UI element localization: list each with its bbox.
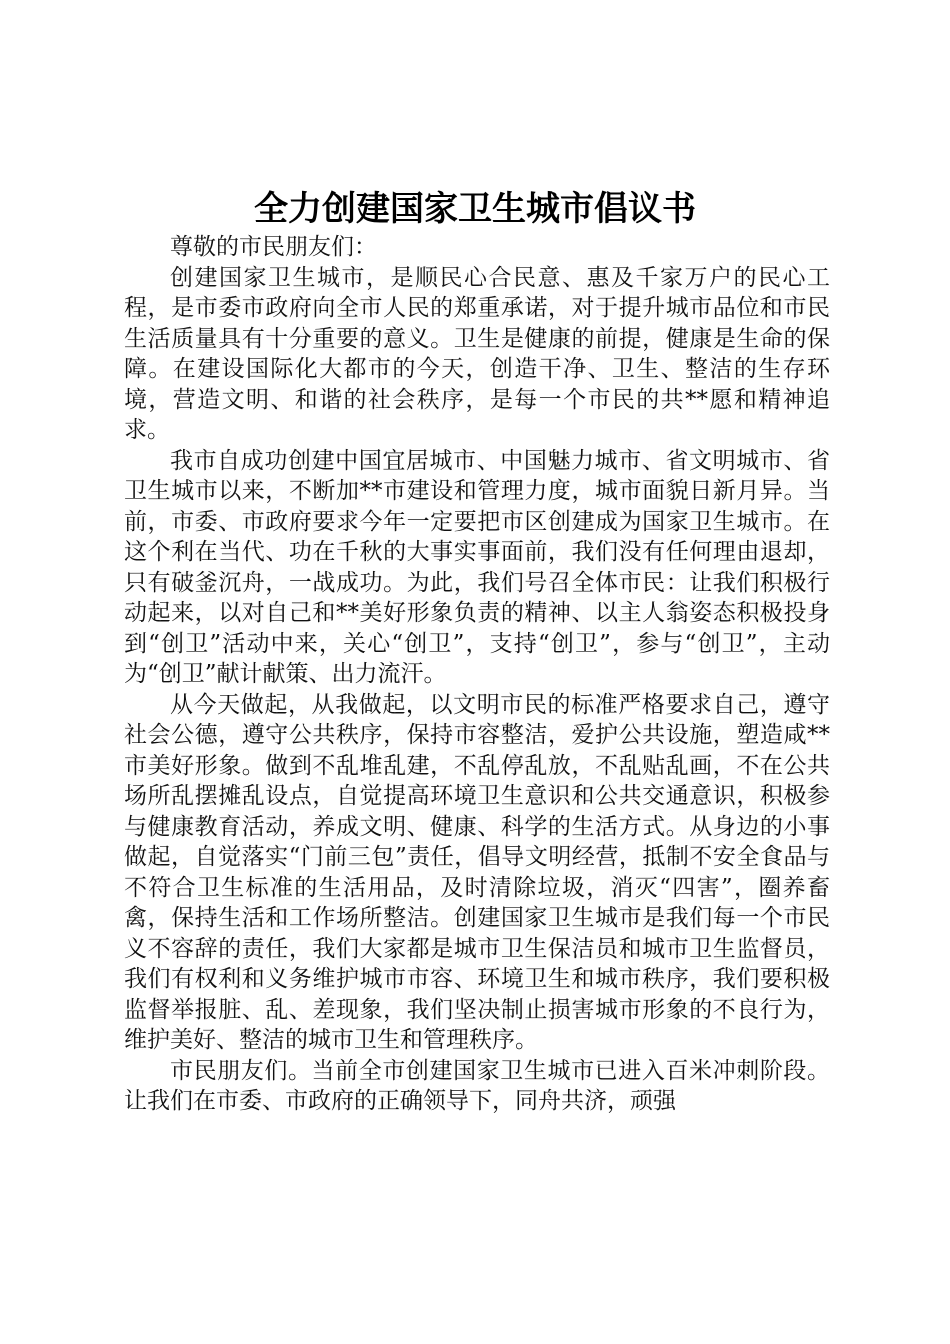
paragraph-1: 创建国家卫生城市，是顺民心合民意、惠及千家万户的民心工程，是市委市政府向全市人民的郑重承诺，对于提升城市品位和市民生活质量具有十分重要的意义。卫生是健康的前提，健康是生命的保障。在建设国际化大都市的今天，创造干净、卫生、整洁的生存环境，营造文明、和谐的社会秩序，是每一个市民的共**愿和精神追求。 [124, 264, 830, 443]
paragraph-2: 我市自成功创建中国宜居城市、中国魅力城市、省文明城市、省卫生城市以来，不断加**市建设和管理力度，城市面貌日新月异。当前，市委、市政府要求今年一定要把市区创建成为国家卫生城市。在这个利在当代、功在千秋的大事实事面前，我们没有任何理由退却，只有破釜沉舟，一战成功。为此，我们号召全体市民：让我们积极行动起来，以对自己和**美好形象负责的精神、以主人翁姿态积极投身到“创卫”活动中来，关心“创卫”，支持“创卫”，参与“创卫”，主动为“创卫”献计献策、出力流汗。 [124, 447, 830, 687]
document-body [124, 232, 830, 1117]
salutation: 尊敬的市民朋友们： [170, 234, 377, 260]
document-title: 全力创建国家卫生城市倡议书 [254, 189, 696, 229]
paragraph-4: 市民朋友们。当前全市创建国家卫生城市已进入百米冲刺阶段。让我们在市委、市政府的正确领导下，同舟共济，顽强 [124, 1057, 830, 1114]
paragraph-3: 从今天做起，从我做起，以文明市民的标准严格要求自己，遵守社会公德，遵守公共秩序，保持市容整洁，爱护公共设施，塑造咸**市美好形象。做到不乱堆乱建，不乱停乱放，不乱贴乱画，不在公共场所乱摆摊乱设点，自觉提高环境卫生意识和公共交通意识，积极参与健康教育活动，养成文明、健康、科学的生活方式。从身边的小事做起，自觉落实“门前三包”责任，倡导文明经营，抵制不安全食品与不符合卫生标准的生活用品，及时清除垃圾，消灭“四害”，圈养畜禽，保持生活和工作场所整洁。创建国家卫生城市是我们每一个市民义不容辞的责任，我们大家都是城市卫生保洁员和城市卫生监督员，我们有权利和义务维护城市市容、环境卫生和城市秩序，我们要积极监督举报脏、乱、差现象，我们坚决制止损害城市形象的不良行为，维护美好、整洁的城市卫生和管理秩序。 [124, 691, 830, 1053]
